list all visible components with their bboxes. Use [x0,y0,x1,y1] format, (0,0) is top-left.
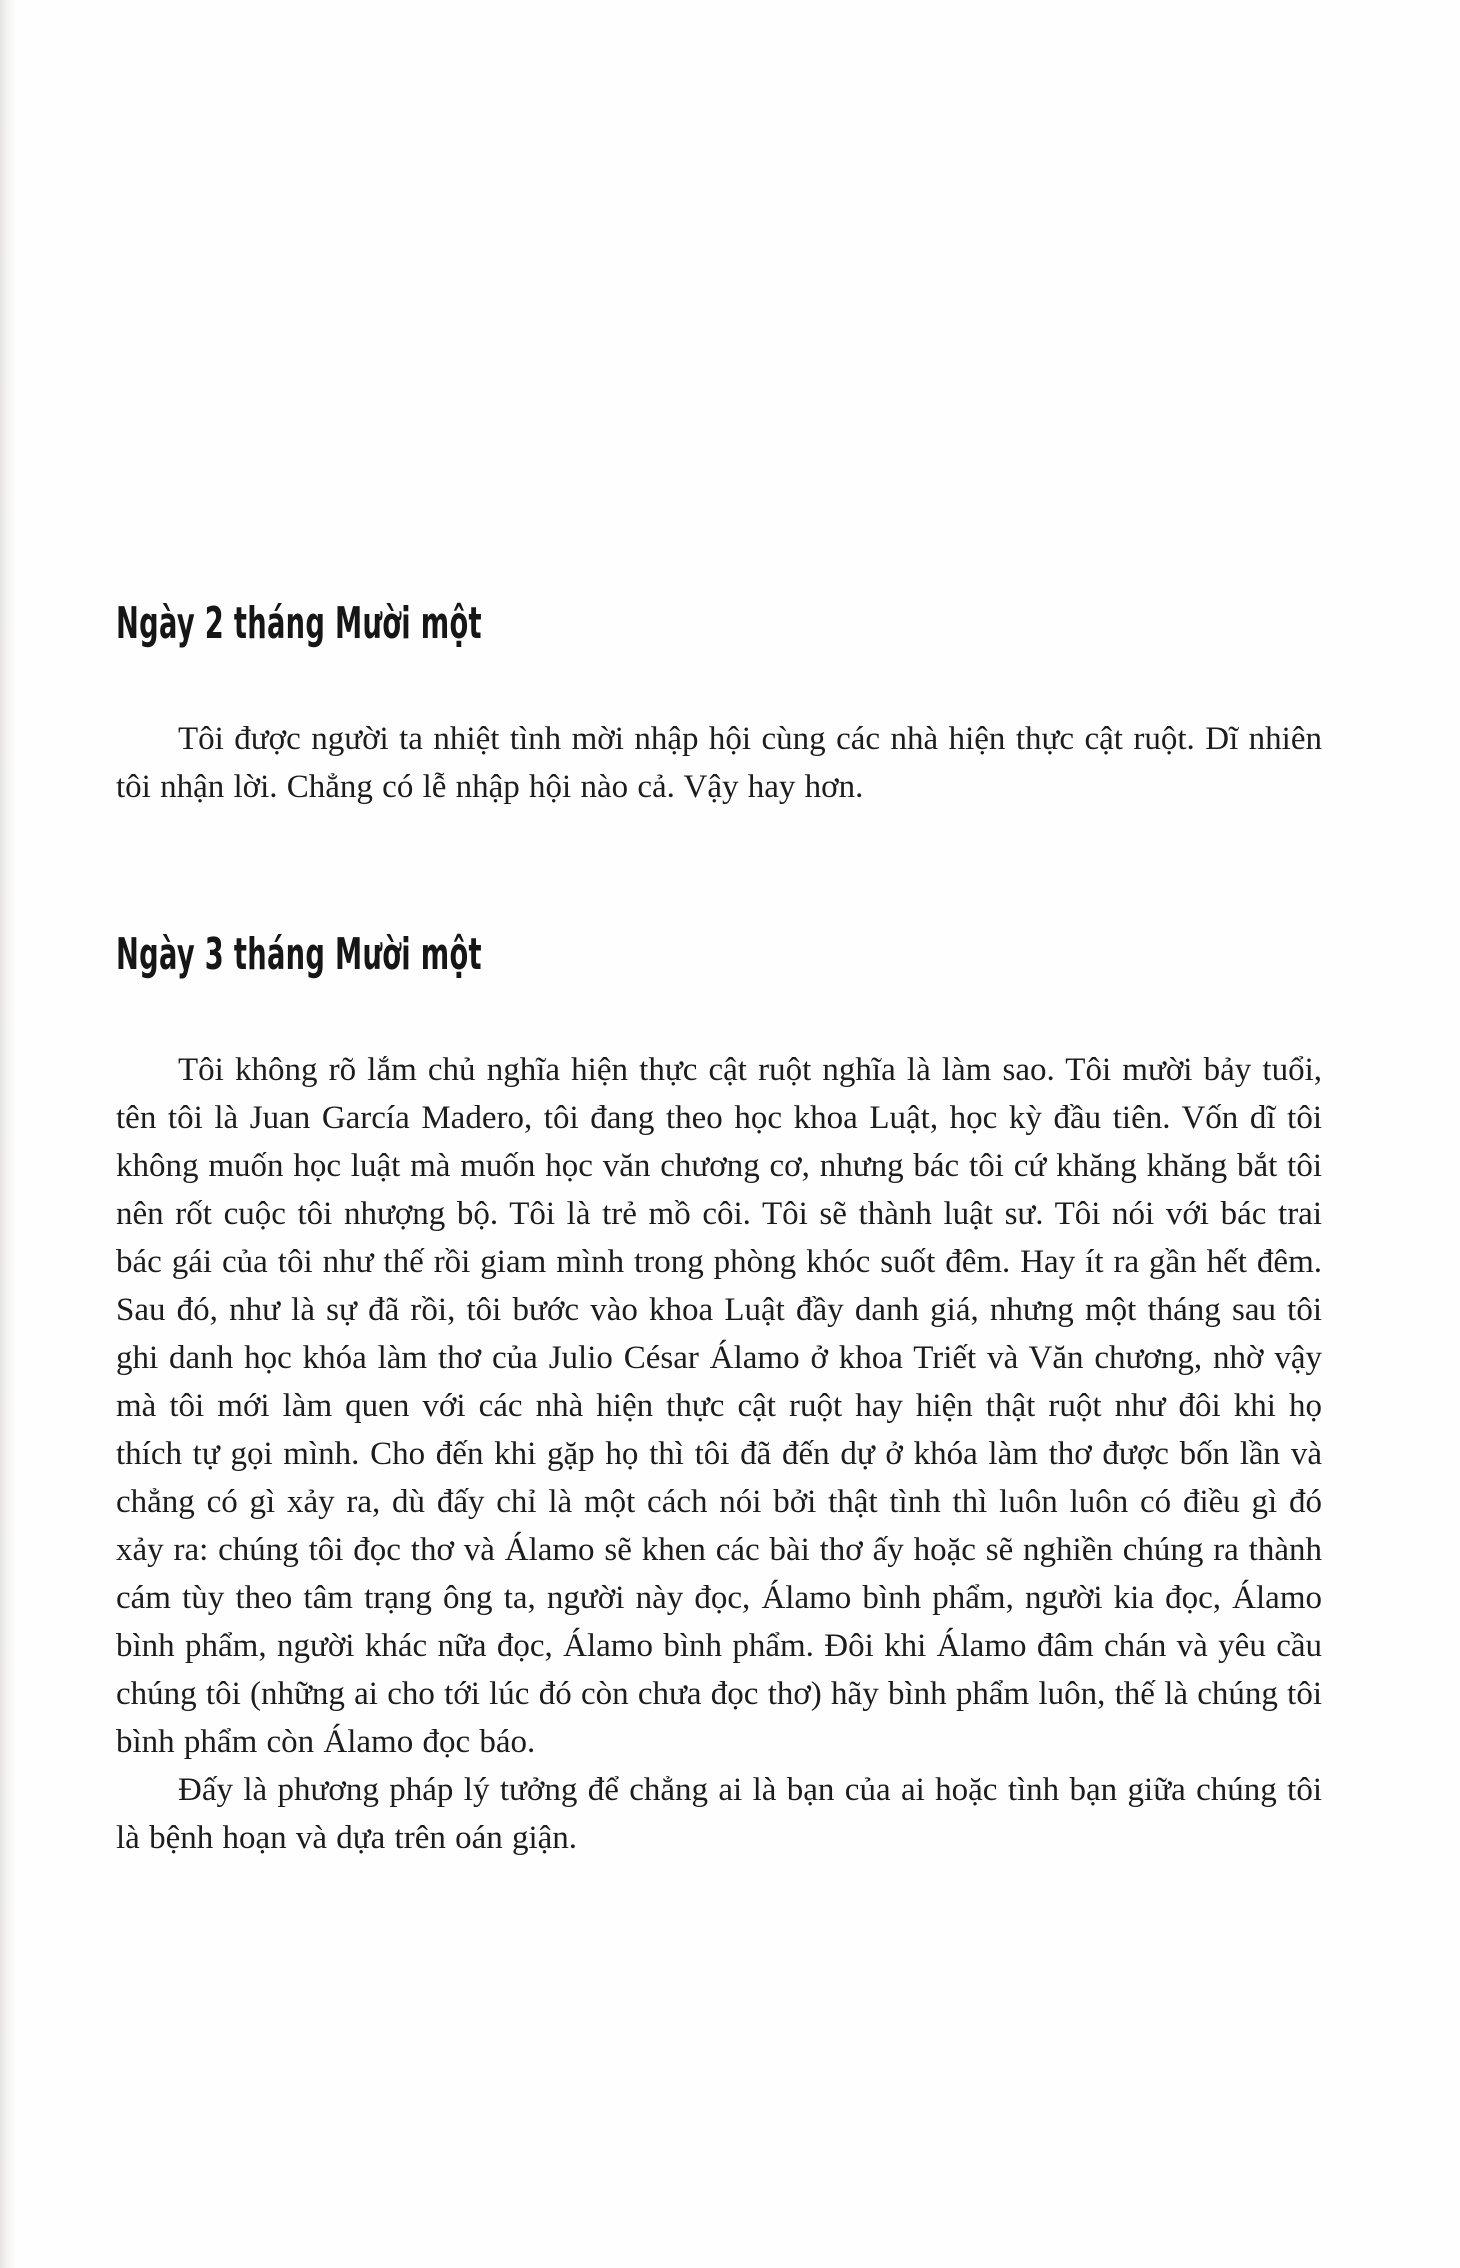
diary-entry-heading-nov-2 [116,598,1322,657]
diary-paragraph: Tôi không rõ lắm chủ nghĩa hiện thực cật ruột nghĩa là làm sao. Tôi mười bảy tuổi, tên tôi là Juan García Madero, tôi đang theo học khoa Luật, học kỳ đầu tiên. Vốn dĩ tôi không muốn học luật mà muốn học văn chương cơ, nhưng bác tôi cứ khăng khăng bắt tôi nên rốt cuộc tôi nhượng bộ. Tôi là trẻ mồ côi. Tôi sẽ thành luật sư. Tôi nói với bác trai bác gái của tôi như thế rồi giam mình trong phòng khóc suốt đêm. Hay ít ra gần hết đêm. Sau đó, như là sự đã rồi, tôi bước vào khoa Luật đầy danh giá, nhưng một tháng sau tôi ghi danh học khóa làm thơ của Julio César Álamo ở khoa Triết và Văn chương, nhờ vậy mà tôi mới làm quen với các nhà hiện thực cật ruột hay hiện thật ruột như đôi khi họ thích tự gọi mình. Cho đến khi gặp họ thì tôi đã đến dự ở khóa làm thơ được bốn lần và chẳng có gì xảy ra, dù đấy chỉ là một cách nói bởi thật tình thì luôn luôn có điều gì đó xảy ra: chúng tôi đọc thơ và Álamo sẽ khen các bài thơ ấy hoặc sẽ nghiền chúng ra thành cám tùy theo tâm trạng ông ta, người này đọc, Álamo bình phẩm, người kia đọc, Álamo bình phẩm, người khác nữa đọc, Álamo bình phẩm. Đôi khi Álamo đâm chán và yêu cầu chúng tôi (những ai cho tới lúc đó còn chưa đọc thơ) hãy bình phẩm luôn, thế là chúng tôi bình phẩm còn Álamo đọc báo. [116,1052,1322,1760]
diary-entry-heading-text: Ngày 3 tháng Mười một [116,929,482,980]
diary-entry-heading-nov-3 [116,929,1322,988]
diary-paragraph: Tôi được người ta nhiệt tình mời nhập hội cùng các nhà hiện thực cật ruột. Dĩ nhiên tôi nhận lời. Chẳng có lễ nhập hội nào cả. Vậy hay hơn. [116,721,1322,805]
diary-entry-heading-text: Ngày 2 tháng Mười một [116,598,482,649]
diary-paragraph: Đấy là phương pháp lý tưởng để chẳng ai là bạn của ai hoặc tình bạn giữa chúng tôi là bệnh hoạn và dựa trên oán giận. [116,1772,1322,1856]
